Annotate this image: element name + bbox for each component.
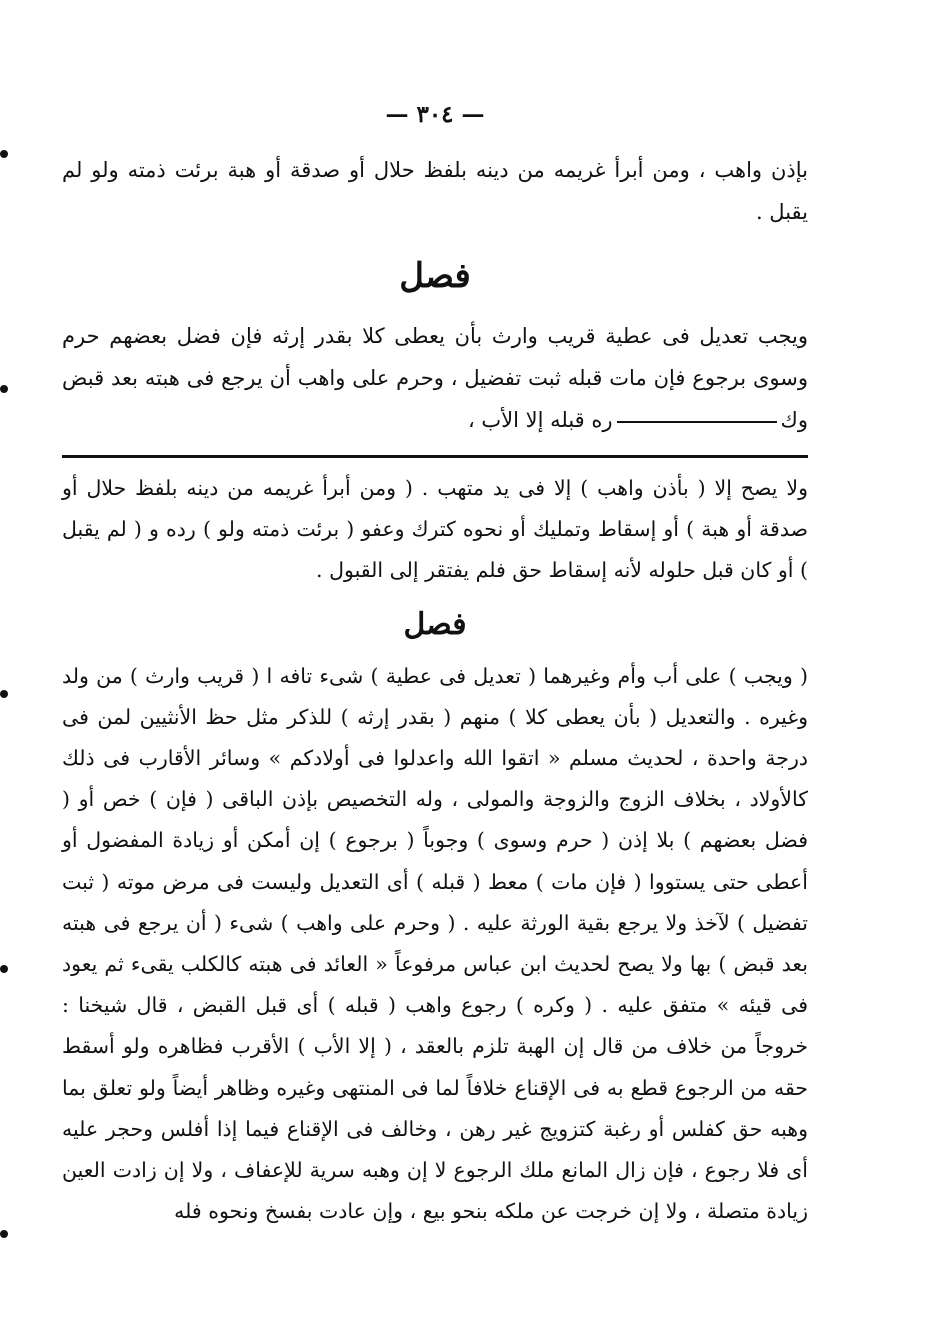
main-paragraph-2-text: ويجب تعديل فى عطية قريب وارث بأن يعطى كلا بقدر إرثه فإن فضل بعضهم حرم وسوى برجوع فإن مات قبله ثبت تفضيل ، وحرم على واهب أن يرجع فى هبته بعد قبض وك bbox=[62, 324, 808, 432]
main-paragraph-2 bbox=[62, 315, 808, 441]
main-text bbox=[62, 149, 808, 441]
commentary-text bbox=[62, 468, 808, 1232]
main-paragraph-2-end: ره قبله إلا الأب ، bbox=[467, 408, 613, 432]
commentary-paragraph-2: ( ويجب ) على أب وأم وغيرهما ( تعديل فى عطية ) شىء تافه ا ( قريب وارث ) من ولد وغيره . والتعديل ( بأن يعطى كلا ) منهم ( بقدر إرثه ) للذكر مثل حظ الأنثيين لمن فى درجة واحدة ، لحديث مسلم « اتقوا الله واعدلوا فى أولادكم » وسائر الأقارب فى ذلك كالأولاد ، بخلاف الزوج والزوجة والمولى ، وله التخصيص بإذن الباقى ( فإن ) خص أو ( فضل بعضهم ) بلا إذن ( حرم وسوى ) وجوباً ( برجوع ) إن أمكن أو زيادة المفضول أو أعطى حتى يستووا ( فإن مات ) معط ( قبله ) أى التعديل وليست فى مرض موته ( ثبت تفضيل ) لآخذ ولا يرجع بقية الورثة عليه . ( وحرم على واهب ) شىء ( أن يرجع فى هبته بعد قبض ) بها ولا يصح لحديث ابن عباس مرفوعاً « العائد فى هبته كالكلب يقىء ثم يعود فى قيئه » متفق عليه . ( وكره ) رجوع واهب ( قبله ) أى قبل القبض ، قال شيخنا : خروجاً من خلاف من قال إن الهبة تلزم بالعقد ، ( إلا الأب ) الأقرب فظاهره ولو أسقط حقه من الرجوع قطع به فى الإقناع خلافاً لما فى المنتهى وغيره وظاهر أيضاً ولو تعلق بما وهبه حق كفلس أو رغبة كتزويج غير رهن ، وخالف فى الإقناع فيما إذا أفلس وحجر عليه أى فلا رجوع ، فإن زال المانع ملك الرجوع لا إن وهبه سرية للإعفاف ، ولا إن زادت العين زيادة متصلة ، ولا إن خرجت عن ملكه بنحو بيع ، وإن عادت بفسخ ونحوه فله bbox=[62, 663, 808, 1224]
divider-rule bbox=[62, 455, 808, 458]
commentary-section-heading: فصل bbox=[403, 606, 467, 642]
page-number: — ٣٠٤ — bbox=[385, 101, 485, 128]
cut-line bbox=[617, 421, 777, 423]
margin-mark bbox=[0, 385, 8, 393]
margin-mark bbox=[0, 690, 8, 698]
main-paragraph-1: بإذن واهب ، ومن أبرأ غريمه من دينه بلفظ حلال أو صدقة أو هبة برئت ذمته ولو لم يقبل . bbox=[62, 158, 808, 224]
margin-mark bbox=[0, 1230, 8, 1238]
margin-mark bbox=[0, 965, 8, 973]
section-heading: فصل bbox=[399, 256, 471, 296]
page bbox=[62, 95, 808, 1232]
margin-mark bbox=[0, 150, 8, 158]
commentary-paragraph-1: ولا يصح إلا ( بأذن واهب ) إلا فى يد متهب . ( ومن أبرأ غريمه من دينه بلفظ حلال أو صدقة أو هبة ) أو إسقاط وتمليك أو نحوه كترك وعفو ( برئت ذمته ولو ) رده و ( لم يقبل ) أو كان قبل حلوله لأنه إسقاط حق فلم يفتقر إلى القبول . bbox=[62, 476, 808, 583]
